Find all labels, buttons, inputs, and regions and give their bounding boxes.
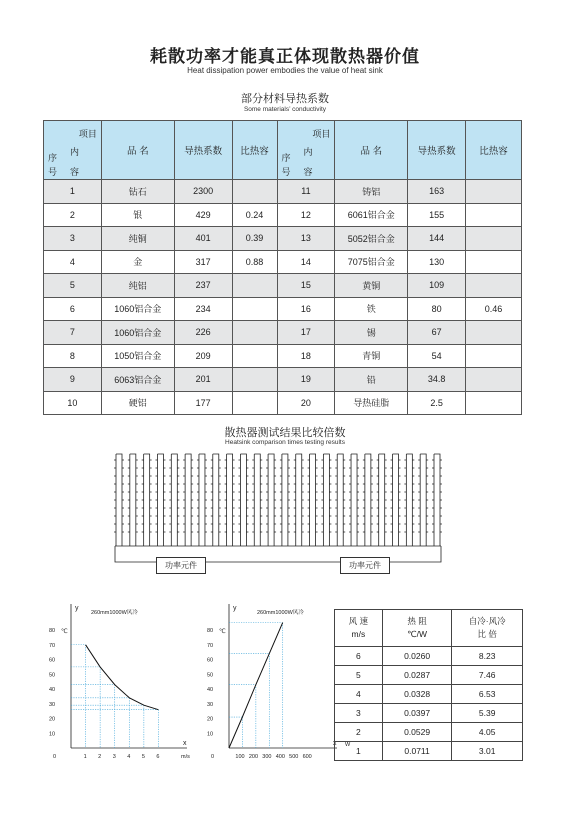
x-tick-label: 0: [211, 754, 215, 760]
heat-capacity-value: [466, 250, 522, 274]
row-number: 3: [44, 227, 102, 251]
heatsink-diagram: [113, 446, 443, 564]
materials-subtitle: Some materials’ conductivity: [243, 106, 327, 113]
x-unit: W: [345, 742, 351, 748]
airspeed-value: 1: [335, 742, 383, 761]
heat-capacity-value: [466, 203, 522, 227]
table-row: [44, 203, 522, 227]
heat-capacity-value: [466, 180, 522, 204]
material-name: 6063铝合金: [101, 368, 174, 392]
row-number: 10: [44, 391, 102, 415]
row-number: 19: [277, 368, 335, 392]
heat-capacity-value: 0.46: [466, 297, 522, 321]
x-tick-label: 100: [235, 754, 245, 760]
header-conductivity: 导热系数: [174, 121, 232, 180]
ratio-header-row: [335, 610, 523, 647]
material-name: 锡: [335, 321, 408, 345]
airspeed-value: 5: [335, 666, 383, 685]
x-tick-label: 0: [53, 754, 57, 760]
header-thermal-resistance: 热 阻 ℃/W: [382, 610, 452, 647]
y-tick-label: 40: [49, 687, 56, 693]
header-seq: 序: [48, 153, 58, 163]
heat-capacity-value: [466, 227, 522, 251]
row-number: 16: [277, 297, 335, 321]
table-row: [44, 344, 522, 368]
table-row: [44, 250, 522, 274]
ratio-value: 6.53: [452, 685, 523, 704]
y-tick-label: 80: [207, 628, 214, 634]
y-tick-label: 70: [207, 642, 214, 649]
material-name: 银: [101, 203, 174, 227]
material-name: 铸铝: [335, 180, 408, 204]
y-tick-label: 10: [49, 731, 56, 738]
airspeed-value: 3: [335, 704, 383, 723]
resistance-value: 0.0529: [382, 723, 452, 742]
material-name: 铁: [335, 297, 408, 321]
heatsink-title: 散热器测试结果比较倍数: [224, 427, 346, 439]
power-component-label-left: 功率元件: [156, 557, 206, 574]
material-name: 金: [101, 250, 174, 274]
x-tick-label: 400: [275, 754, 285, 760]
y-tick-label: 60: [49, 657, 56, 664]
material-name: 5052铝合金: [335, 227, 408, 251]
y-tick-label: 50: [49, 672, 56, 679]
row-number: 20: [277, 391, 335, 415]
airspeed-value: 6: [335, 647, 383, 666]
heat-capacity-value: [466, 368, 522, 392]
table-row: [335, 704, 523, 723]
conductivity-value: 401: [174, 227, 232, 251]
resistance-value: 0.0287: [382, 666, 452, 685]
conductivity-value: 429: [174, 203, 232, 227]
page-subtitle: Heat dissipation power embodies the value of heat sink: [187, 66, 383, 75]
header-inner: 内: [70, 147, 80, 157]
y-tick-label: 20: [49, 716, 56, 723]
header-seq: 序: [281, 153, 291, 163]
heat-capacity-value: [232, 391, 277, 415]
y-unit: ℃: [219, 629, 226, 635]
conductivity-value: 2.5: [408, 391, 466, 415]
heat-capacity-value: [232, 180, 277, 204]
row-number: 5: [44, 274, 102, 298]
conductivity-value: 226: [174, 321, 232, 345]
row-number: 7: [44, 321, 102, 345]
table-row: [44, 297, 522, 321]
y-tick-label: 70: [49, 642, 56, 649]
row-number: 17: [277, 321, 335, 345]
table-row: [44, 180, 522, 204]
resistance-value: 0.0711: [382, 742, 452, 761]
conductivity-value: 201: [174, 368, 232, 392]
x-axis-label: x: [183, 740, 187, 747]
heat-capacity-value: [232, 297, 277, 321]
ratio-value: 3.01: [452, 742, 523, 761]
conductivity-value: 317: [174, 250, 232, 274]
ratio-value: 4.05: [452, 723, 523, 742]
table-row: [335, 685, 523, 704]
heat-capacity-value: [466, 391, 522, 415]
chart-title: 260mm1000W风冷: [257, 610, 304, 616]
resistance-value: 0.0260: [382, 647, 452, 666]
materials-title: 部分材料导热系数: [241, 93, 329, 105]
header-conductivity: 导热系数: [408, 121, 466, 180]
conductivity-value: 163: [408, 180, 466, 204]
header-ratio: 比热容: [232, 121, 277, 180]
header-item: 项目: [78, 129, 97, 139]
y-tick-label: 10: [207, 731, 214, 738]
table-row: [44, 227, 522, 251]
airspeed-value: 2: [335, 723, 383, 742]
y-axis-label: y: [233, 605, 237, 612]
x-tick-label: 6: [156, 754, 160, 760]
header-content: 容: [70, 167, 80, 177]
row-number: 8: [44, 344, 102, 368]
material-name: 6061铝合金: [335, 203, 408, 227]
conductivity-value: 130: [408, 250, 466, 274]
table-row: [335, 647, 523, 666]
y-tick-label: 60: [207, 657, 214, 664]
table-row: [44, 368, 522, 392]
row-number: 18: [277, 344, 335, 368]
material-name: 青铜: [335, 344, 408, 368]
resistance-value: 0.0328: [382, 685, 452, 704]
material-name: 黄铜: [335, 274, 408, 298]
materials-table: [43, 120, 522, 415]
ratio-value: 8.23: [452, 647, 523, 666]
material-name: 纯铝: [101, 274, 174, 298]
table-row: [335, 666, 523, 685]
heat-capacity-value: [466, 321, 522, 345]
header-cooling-ratio: 自冷·风冷 比 倍: [452, 610, 523, 647]
y-tick-label: 80: [49, 628, 56, 634]
conductivity-value: 54: [408, 344, 466, 368]
conductivity-value: 34.8: [408, 368, 466, 392]
conductivity-value: 209: [174, 344, 232, 368]
y-tick-label: 40: [207, 687, 214, 693]
airspeed-value: 4: [335, 685, 383, 704]
row-number: 2: [44, 203, 102, 227]
power-component-label-right: 功率元件: [340, 557, 390, 574]
x-tick-label: 1: [83, 754, 87, 760]
row-number: 1: [44, 180, 102, 204]
page-title: 耗散功率才能真正体现散热器价值: [150, 47, 420, 66]
heat-capacity-value: 0.39: [232, 227, 277, 251]
conductivity-value: 177: [174, 391, 232, 415]
x-unit: m/s: [181, 754, 190, 760]
material-name: 1060铝合金: [101, 297, 174, 321]
conductivity-value: 155: [408, 203, 466, 227]
x-tick-label: 200: [248, 754, 259, 760]
table-row: [44, 321, 522, 345]
y-tick-label: 50: [207, 672, 214, 679]
row-number: 14: [277, 250, 335, 274]
conductivity-value: 144: [408, 227, 466, 251]
x-tick-label: 3: [112, 754, 116, 760]
header-airspeed: 风 速 m/s: [335, 610, 383, 647]
header-name: 品 名: [101, 121, 174, 180]
resistance-value: 0.0397: [382, 704, 452, 723]
material-name: 硬铝: [101, 391, 174, 415]
row-number: 15: [277, 274, 335, 298]
y-tick-label: 20: [207, 716, 214, 723]
x-tick-label: 300: [262, 754, 272, 760]
heat-capacity-value: [232, 368, 277, 392]
header-content: 容: [303, 167, 313, 177]
x-tick-label: 2: [98, 754, 102, 760]
x-tick-label: 5: [141, 754, 145, 760]
heat-capacity-value: 0.88: [232, 250, 277, 274]
table-row: [44, 274, 522, 298]
header-name: 品 名: [335, 121, 408, 180]
material-name: 纯铜: [101, 227, 174, 251]
y-axis-label: y: [75, 605, 79, 612]
series-line: [229, 623, 283, 748]
chart-airspeed-temperature: [35, 598, 195, 763]
conductivity-value: 237: [174, 274, 232, 298]
row-number: 13: [277, 227, 335, 251]
header-num: 号: [281, 167, 291, 177]
row-number: 12: [277, 203, 335, 227]
material-name: 1060铝合金: [101, 321, 174, 345]
material-name: 导热硅脂: [335, 391, 408, 415]
ratio-value: 7.46: [452, 666, 523, 685]
row-number: 6: [44, 297, 102, 321]
heat-capacity-value: [466, 274, 522, 298]
series-line: [86, 645, 159, 710]
table-row: [44, 391, 522, 415]
heat-capacity-value: 0.24: [232, 203, 277, 227]
conductivity-value: 234: [174, 297, 232, 321]
row-number: 4: [44, 250, 102, 274]
heat-capacity-value: [232, 321, 277, 345]
x-tick-label: 600: [302, 754, 312, 760]
conductivity-value: 67: [408, 321, 466, 345]
ratio-table: [334, 609, 523, 761]
row-number: 11: [277, 180, 335, 204]
table-row: [335, 742, 523, 761]
ratio-value: 5.39: [452, 704, 523, 723]
table-row: [335, 723, 523, 742]
material-name: 钻石: [101, 180, 174, 204]
y-tick-label: 30: [207, 701, 214, 708]
header-num: 号: [48, 167, 58, 177]
chart-power-temperature: [193, 598, 351, 763]
header-item: 项目: [312, 129, 331, 139]
x-axis-label: x: [333, 740, 337, 747]
corner-header-left: [44, 121, 102, 180]
chart-title: 260mm1000W风冷: [91, 610, 138, 616]
conductivity-value: 109: [408, 274, 466, 298]
heat-capacity-value: [466, 344, 522, 368]
conductivity-value: 2300: [174, 180, 232, 204]
corner-header-right: [277, 121, 335, 180]
y-unit: ℃: [61, 629, 68, 635]
heatsink-subtitle: Heatsink comparison times testing results: [225, 439, 345, 446]
row-number: 9: [44, 368, 102, 392]
material-name: 1050铝合金: [101, 344, 174, 368]
conductivity-value: 80: [408, 297, 466, 321]
materials-header-row: [44, 121, 522, 180]
x-tick-label: 500: [289, 754, 299, 760]
material-name: 7075铝合金: [335, 250, 408, 274]
heat-capacity-value: [232, 274, 277, 298]
material-name: 铅: [335, 368, 408, 392]
x-tick-label: 4: [127, 754, 131, 760]
heat-capacity-value: [232, 344, 277, 368]
header-inner: 内: [303, 147, 313, 157]
header-ratio: 比热容: [466, 121, 522, 180]
y-tick-label: 30: [49, 701, 56, 708]
